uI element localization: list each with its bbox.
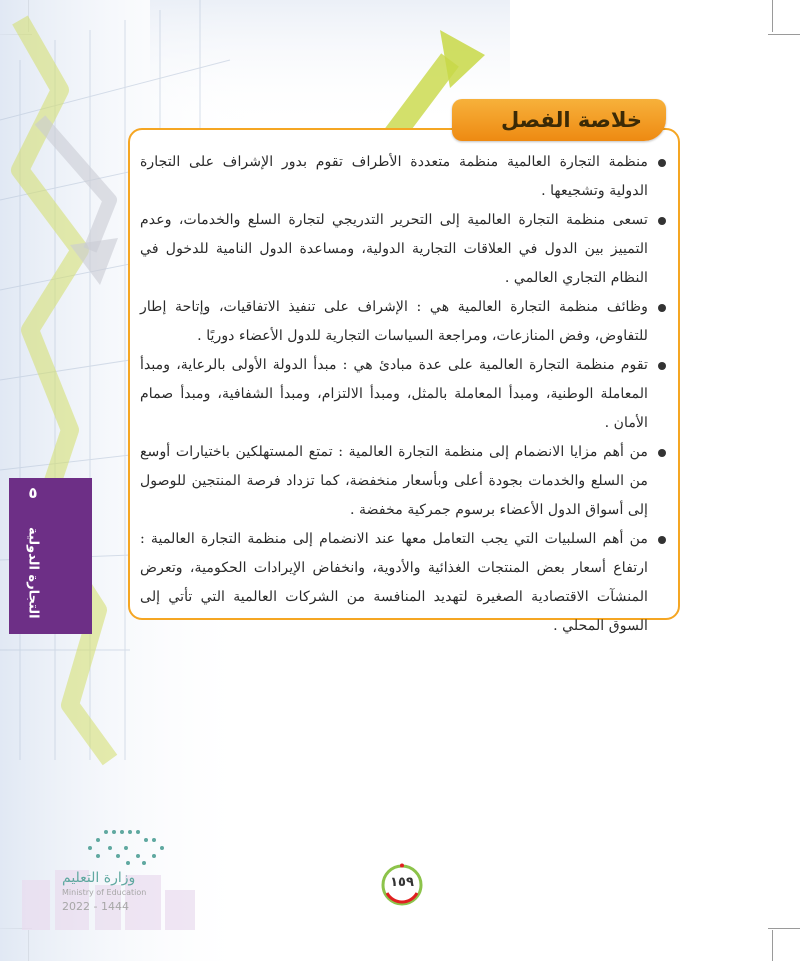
summary-item: من أهم السلبيات التي يجب التعامل معها عند الانضمام إلى منظمة التجارة العالمية : ارتفاع أسعار بعض المنتجات الغذائية والأدوية، وانخفاض الإيرادات الحكومية، وتعرض المنشآت الاقتصادية الصغيرة لتهديد المنافسة من الشركات العالمية التي تأتي إلى السوق المحلي . xyxy=(140,525,668,641)
summary-item: من أهم مزايا الانضمام إلى منظمة التجارة العالمية : تمتع المستهلكين باختيارات أوسع من السلع والخدمات بجودة أعلى وبأسعار منخفضة، كما تزداد فرصة المنتجين للوصول إلى أسواق الدول الأعضاء برسوم جمركية مخفضة . xyxy=(140,438,668,525)
summary-item: وظائف منظمة التجارة العالمية هي : الإشراف على تنفيذ الاتفاقيات، وإتاحة إطار للتفاوض، وفض المنازعات، ومراجعة السياسات التجارية للدول الأعضاء دوريًا . xyxy=(140,293,668,351)
ministry-year: 2022 - 1444 xyxy=(62,900,129,913)
chapter-tab xyxy=(9,478,92,634)
page-number: ١٥٩ xyxy=(390,875,414,890)
summary-item: تقوم منظمة التجارة العالمية على عدة مبادئ هي : مبدأ الدولة الأولى بالرعاية، ومبدأ المعاملة الوطنية، ومبدأ المعاملة بالمثل، ومبدأ الالتزام، ومبدأ الشفافية، ومبدأ صمام الأمان . xyxy=(140,351,668,438)
chapter-label: التجارة الدولية xyxy=(25,527,41,619)
ministry-name: وزارة التعليم xyxy=(62,870,136,886)
summary-item: منظمة التجارة العالمية منظمة متعددة الأطراف تقوم بدور الإشراف على التجارة الدولية وتشجيعها . xyxy=(140,148,668,206)
summary-item: تسعى منظمة التجارة العالمية إلى التحرير التدريجي لتجارة السلع والخدمات، وعدم التمييز بين الدول في العلاقات التجارية الدولية، ومساعدة الدول النامية للدخول في النظام التجاري العالمي . xyxy=(140,206,668,293)
chapter-number: ٥ xyxy=(28,484,38,502)
ministry-subtitle: Ministry of Education xyxy=(62,888,147,897)
summary-title: خلاصة الفصل xyxy=(452,99,666,141)
summary-list xyxy=(140,148,668,641)
ministry-dots-icon xyxy=(28,826,198,866)
page-number-badge xyxy=(380,863,424,907)
ministry-logo xyxy=(28,826,198,918)
